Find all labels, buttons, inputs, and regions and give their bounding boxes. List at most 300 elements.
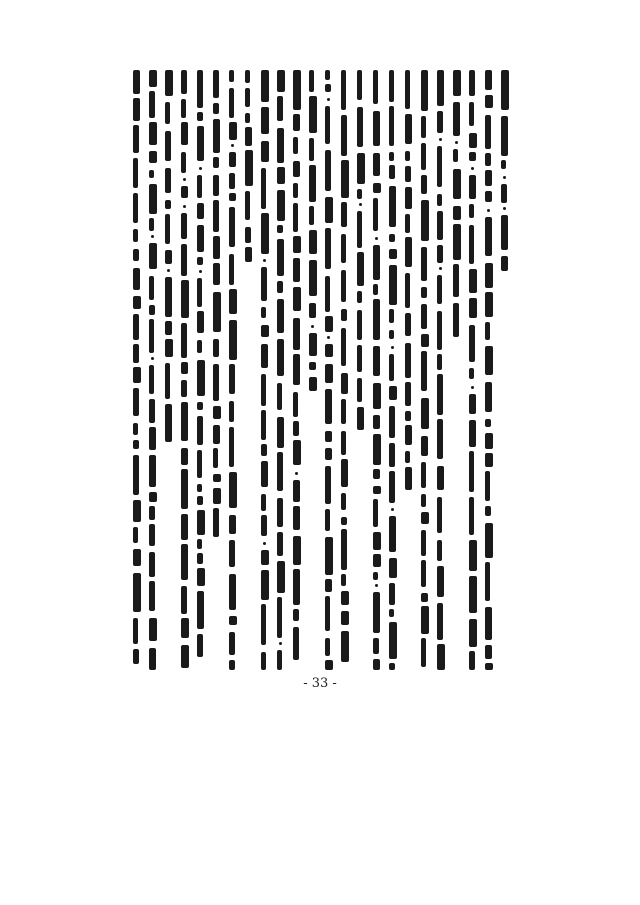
word-glyph xyxy=(421,351,427,391)
word-glyph xyxy=(293,203,298,232)
word-glyph xyxy=(293,354,300,385)
text-line xyxy=(418,70,432,670)
punctuation-mark xyxy=(199,270,202,273)
word-glyph xyxy=(149,151,157,163)
word-glyph xyxy=(389,186,396,227)
word-glyph xyxy=(341,459,348,487)
word-glyph xyxy=(453,149,458,162)
word-glyph xyxy=(469,70,475,96)
word-glyph xyxy=(149,618,157,641)
word-glyph xyxy=(405,411,411,421)
word-glyph xyxy=(325,150,331,191)
word-glyph xyxy=(405,451,410,463)
word-glyph xyxy=(437,374,443,415)
word-glyph xyxy=(229,515,236,534)
text-line xyxy=(498,70,512,670)
word-glyph xyxy=(245,70,250,83)
word-glyph xyxy=(373,469,380,479)
word-glyph xyxy=(453,224,461,260)
word-glyph xyxy=(261,267,267,301)
word-glyph xyxy=(213,175,219,196)
word-glyph xyxy=(325,70,330,80)
word-glyph xyxy=(133,423,138,435)
word-glyph xyxy=(437,194,442,206)
word-glyph xyxy=(213,70,219,98)
word-glyph xyxy=(437,70,444,106)
text-line xyxy=(370,70,384,670)
word-glyph xyxy=(277,299,284,333)
word-glyph xyxy=(309,96,317,133)
word-glyph xyxy=(165,214,170,244)
word-glyph xyxy=(133,296,141,309)
word-glyph xyxy=(469,102,474,126)
word-glyph xyxy=(485,419,491,427)
punctuation-mark xyxy=(263,259,266,262)
word-glyph xyxy=(501,116,508,156)
word-glyph xyxy=(197,278,202,307)
word-glyph xyxy=(181,448,188,465)
word-glyph xyxy=(293,287,301,311)
word-glyph xyxy=(133,527,138,543)
text-line xyxy=(290,70,304,670)
word-glyph xyxy=(389,70,394,102)
word-glyph xyxy=(341,160,349,198)
word-glyph xyxy=(149,122,157,145)
word-glyph xyxy=(421,143,426,170)
word-glyph xyxy=(373,572,378,580)
word-glyph xyxy=(293,536,301,565)
word-glyph xyxy=(197,510,205,535)
word-glyph xyxy=(485,263,493,288)
word-glyph xyxy=(341,309,347,321)
word-glyph xyxy=(341,115,347,156)
word-glyph xyxy=(325,660,333,670)
word-glyph xyxy=(277,225,283,233)
word-glyph xyxy=(437,644,445,670)
word-glyph xyxy=(309,362,316,370)
word-glyph xyxy=(149,455,156,487)
word-glyph xyxy=(485,562,490,601)
word-glyph xyxy=(437,275,442,304)
word-glyph xyxy=(453,264,459,297)
word-glyph xyxy=(261,325,269,337)
word-glyph xyxy=(261,444,267,456)
word-glyph xyxy=(421,593,428,602)
text-line xyxy=(338,70,352,670)
word-glyph xyxy=(261,515,267,536)
word-glyph xyxy=(325,106,330,144)
word-glyph xyxy=(229,574,236,610)
word-glyph xyxy=(165,363,170,399)
word-glyph xyxy=(229,616,237,625)
word-glyph xyxy=(421,304,427,329)
word-glyph xyxy=(181,586,187,614)
word-glyph xyxy=(373,346,380,376)
word-glyph xyxy=(261,604,266,645)
word-glyph xyxy=(341,611,349,625)
word-glyph xyxy=(437,419,443,459)
word-glyph xyxy=(469,175,476,199)
word-glyph xyxy=(149,427,156,450)
word-glyph xyxy=(405,467,412,490)
word-glyph xyxy=(485,523,493,558)
word-glyph xyxy=(421,70,428,111)
word-glyph xyxy=(485,346,493,375)
word-glyph xyxy=(437,311,442,350)
word-glyph xyxy=(389,249,397,259)
mongolian-text-body xyxy=(130,70,515,670)
word-glyph xyxy=(469,619,477,647)
word-glyph xyxy=(149,648,156,670)
word-glyph xyxy=(229,660,235,670)
punctuation-mark xyxy=(391,508,394,511)
word-glyph xyxy=(261,374,266,406)
text-line xyxy=(258,70,272,670)
text-line xyxy=(466,70,480,670)
word-glyph xyxy=(277,597,282,638)
word-glyph xyxy=(485,471,490,501)
word-glyph xyxy=(261,550,269,565)
word-glyph xyxy=(405,237,412,267)
word-glyph xyxy=(485,506,491,516)
word-glyph xyxy=(181,469,188,509)
word-glyph xyxy=(261,213,269,254)
word-glyph xyxy=(165,200,171,209)
word-glyph xyxy=(133,125,139,153)
word-glyph xyxy=(245,113,250,123)
word-glyph xyxy=(309,138,314,161)
word-glyph xyxy=(437,245,443,263)
word-glyph xyxy=(149,365,154,394)
punctuation-mark xyxy=(471,167,474,170)
text-line xyxy=(450,70,464,670)
word-glyph xyxy=(165,102,170,124)
word-glyph xyxy=(421,638,426,667)
word-glyph xyxy=(277,96,283,121)
word-glyph xyxy=(293,480,300,502)
word-glyph xyxy=(485,433,493,449)
word-glyph xyxy=(181,514,188,540)
word-glyph xyxy=(437,211,443,240)
word-glyph xyxy=(165,339,173,357)
word-glyph xyxy=(373,638,379,654)
word-glyph xyxy=(181,362,188,374)
word-glyph xyxy=(437,146,442,187)
punctuation-mark xyxy=(439,138,442,141)
word-glyph xyxy=(389,152,394,161)
word-glyph xyxy=(405,151,410,161)
word-glyph xyxy=(197,257,203,265)
word-glyph xyxy=(389,265,397,305)
word-glyph xyxy=(293,609,299,621)
word-glyph xyxy=(261,70,269,102)
word-glyph xyxy=(341,529,347,570)
word-glyph xyxy=(341,631,349,662)
word-glyph xyxy=(389,386,397,400)
text-line xyxy=(226,70,240,670)
word-glyph xyxy=(229,364,235,394)
punctuation-mark xyxy=(263,542,266,545)
word-glyph xyxy=(197,311,204,333)
word-glyph xyxy=(213,119,220,153)
word-glyph xyxy=(469,269,477,293)
word-glyph xyxy=(325,344,333,357)
word-glyph xyxy=(213,508,219,537)
word-glyph xyxy=(133,455,139,495)
word-glyph xyxy=(181,618,189,638)
word-glyph xyxy=(373,592,380,633)
word-glyph xyxy=(165,250,172,264)
word-glyph xyxy=(197,416,203,445)
word-glyph xyxy=(501,215,508,250)
word-glyph xyxy=(181,280,189,318)
word-glyph xyxy=(405,166,411,182)
word-glyph xyxy=(373,284,378,295)
word-glyph xyxy=(341,70,346,110)
word-glyph xyxy=(341,328,346,366)
word-glyph xyxy=(133,649,139,664)
word-glyph xyxy=(437,466,444,490)
word-glyph xyxy=(229,320,237,360)
word-glyph xyxy=(501,70,509,110)
word-glyph xyxy=(437,354,442,370)
word-glyph xyxy=(421,512,429,524)
word-glyph xyxy=(357,407,364,430)
word-glyph xyxy=(357,310,362,340)
word-glyph xyxy=(293,440,301,465)
word-glyph xyxy=(453,102,460,136)
word-glyph xyxy=(165,404,172,442)
punctuation-mark xyxy=(455,141,458,144)
word-glyph xyxy=(133,314,139,340)
word-glyph xyxy=(453,206,461,220)
word-glyph xyxy=(357,345,362,372)
word-glyph xyxy=(405,70,410,109)
word-glyph xyxy=(421,494,426,507)
word-glyph xyxy=(373,383,381,409)
word-glyph xyxy=(325,276,330,312)
word-glyph xyxy=(325,431,332,442)
word-glyph xyxy=(229,401,234,422)
word-glyph xyxy=(261,141,269,162)
word-glyph xyxy=(149,218,154,231)
word-glyph xyxy=(373,554,381,567)
word-glyph xyxy=(213,103,219,114)
word-glyph xyxy=(197,484,202,492)
word-glyph xyxy=(485,95,493,108)
word-glyph xyxy=(453,70,461,96)
word-glyph xyxy=(469,133,477,148)
word-glyph xyxy=(293,161,300,177)
word-glyph xyxy=(245,191,250,220)
word-glyph xyxy=(341,517,347,525)
word-glyph xyxy=(229,427,234,467)
word-glyph xyxy=(293,236,301,253)
word-glyph xyxy=(325,84,331,92)
word-glyph xyxy=(389,106,394,146)
word-glyph xyxy=(149,399,155,423)
word-glyph xyxy=(181,213,187,239)
word-glyph xyxy=(213,425,220,444)
word-glyph xyxy=(197,539,202,549)
word-glyph xyxy=(373,111,380,146)
word-glyph xyxy=(421,200,429,241)
word-glyph xyxy=(293,70,301,110)
word-glyph xyxy=(341,431,346,455)
word-glyph xyxy=(213,488,221,504)
word-glyph xyxy=(309,333,317,356)
word-glyph xyxy=(309,377,317,391)
word-glyph xyxy=(197,591,204,629)
word-glyph xyxy=(421,247,427,281)
word-glyph xyxy=(261,307,266,318)
word-glyph xyxy=(181,99,186,118)
word-glyph xyxy=(485,663,493,670)
word-glyph xyxy=(261,168,266,209)
word-glyph xyxy=(229,472,237,508)
word-glyph xyxy=(133,388,139,416)
text-line xyxy=(178,70,192,670)
word-glyph xyxy=(421,530,426,556)
word-glyph xyxy=(229,289,237,314)
word-glyph xyxy=(213,200,219,232)
punctuation-mark xyxy=(295,472,298,475)
word-glyph xyxy=(261,461,268,487)
word-glyph xyxy=(293,421,299,436)
punctuation-mark xyxy=(391,346,394,349)
word-glyph xyxy=(469,420,476,447)
word-glyph xyxy=(197,634,203,657)
word-glyph xyxy=(197,496,203,505)
word-glyph xyxy=(229,70,234,82)
word-glyph xyxy=(469,451,474,492)
word-glyph xyxy=(133,98,140,121)
word-glyph xyxy=(485,292,493,317)
word-glyph xyxy=(277,532,283,556)
word-glyph xyxy=(437,603,443,640)
word-glyph xyxy=(229,254,234,285)
word-glyph xyxy=(405,313,411,336)
word-glyph xyxy=(133,618,138,644)
word-glyph xyxy=(485,115,491,149)
word-glyph xyxy=(181,186,188,198)
word-glyph xyxy=(293,258,300,282)
word-glyph xyxy=(245,150,253,186)
word-glyph xyxy=(485,70,492,90)
word-glyph xyxy=(405,382,411,406)
word-glyph xyxy=(341,591,349,605)
word-glyph xyxy=(389,583,395,605)
word-glyph xyxy=(389,471,395,503)
word-glyph xyxy=(341,234,346,263)
word-glyph xyxy=(181,152,186,173)
word-glyph xyxy=(165,70,173,96)
text-line xyxy=(274,70,288,670)
punctuation-mark xyxy=(183,205,186,208)
word-glyph xyxy=(357,252,364,286)
punctuation-mark xyxy=(231,144,234,147)
word-glyph xyxy=(309,260,317,296)
word-glyph xyxy=(277,383,282,410)
word-glyph xyxy=(373,486,381,494)
word-glyph xyxy=(213,157,219,168)
word-glyph xyxy=(501,256,508,271)
word-glyph xyxy=(437,497,442,533)
word-glyph xyxy=(149,492,157,502)
word-glyph xyxy=(229,193,236,201)
word-glyph xyxy=(405,343,411,378)
word-glyph xyxy=(165,168,171,193)
word-glyph xyxy=(325,509,330,531)
word-glyph xyxy=(277,498,283,527)
word-glyph xyxy=(293,183,298,198)
word-glyph xyxy=(277,452,283,491)
word-glyph xyxy=(389,309,394,323)
word-glyph xyxy=(501,160,506,169)
page-number: - 33 - xyxy=(303,676,337,691)
word-glyph xyxy=(213,406,221,419)
word-glyph xyxy=(421,175,427,194)
word-glyph xyxy=(469,298,477,318)
word-glyph xyxy=(341,373,348,394)
word-glyph xyxy=(421,560,426,587)
text-line xyxy=(386,70,400,670)
word-glyph xyxy=(469,497,474,535)
word-glyph xyxy=(357,70,362,100)
punctuation-mark xyxy=(151,235,154,238)
word-glyph xyxy=(133,500,141,522)
text-line xyxy=(242,70,256,670)
word-glyph xyxy=(261,107,269,134)
word-glyph xyxy=(213,364,219,401)
word-glyph xyxy=(181,244,187,276)
word-glyph xyxy=(485,453,493,467)
word-glyph xyxy=(421,287,427,298)
word-glyph xyxy=(325,638,330,656)
word-glyph xyxy=(357,107,363,147)
word-glyph xyxy=(309,230,317,254)
punctuation-mark xyxy=(487,209,490,212)
word-glyph xyxy=(485,153,491,166)
word-glyph xyxy=(405,273,410,308)
word-glyph xyxy=(149,70,157,87)
word-glyph xyxy=(261,494,266,511)
word-glyph xyxy=(485,170,492,186)
word-glyph xyxy=(405,114,412,144)
word-glyph xyxy=(133,268,140,290)
word-glyph xyxy=(245,227,251,243)
word-glyph xyxy=(197,70,203,108)
punctuation-mark xyxy=(439,267,442,270)
word-glyph xyxy=(341,574,346,586)
punctuation-mark xyxy=(167,269,170,272)
word-glyph xyxy=(197,402,203,410)
word-glyph xyxy=(469,225,474,264)
text-line xyxy=(354,70,368,670)
word-glyph xyxy=(197,225,204,252)
word-glyph xyxy=(389,234,395,242)
word-glyph xyxy=(133,549,141,566)
word-glyph xyxy=(133,573,141,612)
word-glyph xyxy=(469,651,475,670)
word-glyph xyxy=(197,203,204,219)
word-glyph xyxy=(421,436,428,456)
punctuation-mark xyxy=(327,98,330,101)
punctuation-mark xyxy=(183,178,186,181)
word-glyph xyxy=(485,191,492,202)
word-glyph xyxy=(485,217,492,256)
word-glyph xyxy=(389,406,395,438)
